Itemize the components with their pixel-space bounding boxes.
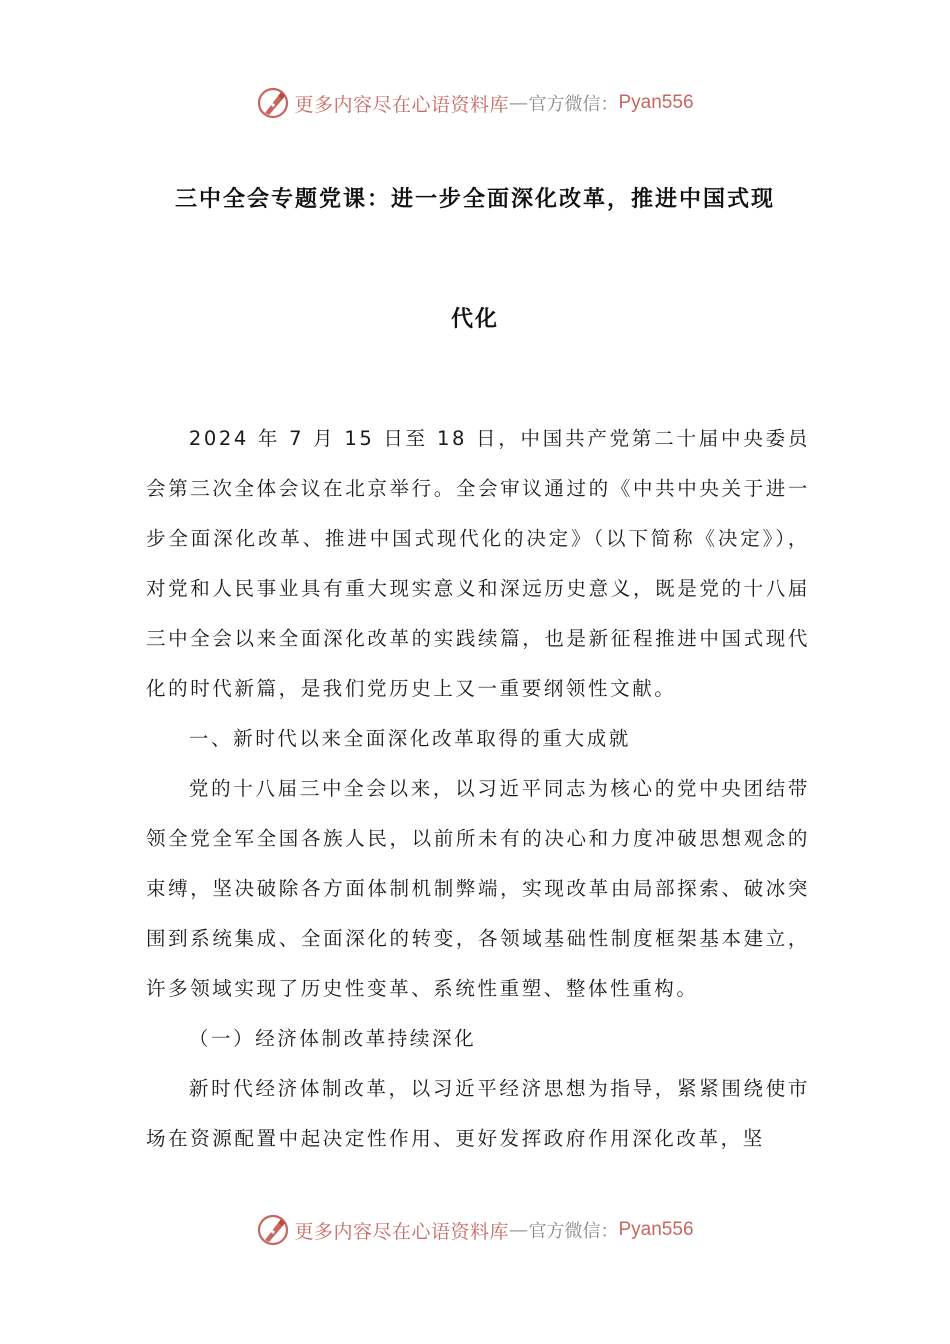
watermark-text: 更多内容尽在心语资料库 (294, 93, 509, 116)
watermark-footer (0, 1210, 950, 1250)
paragraph-achievements: 党的十八届三中全会以来，以习近平同志为核心的党中央团结带领全党全军全国各族人民，以前所未有的决心和力度冲破思想观念的束缚，坚决破除各方面体制机制弊端，实现改革由局部探索、破冰突围到系统集成、全面深化的转变，各领域基础性制度框架基本建立，许多领域实现了历史性变革、系统性重塑、整体性重构。 (146, 777, 810, 1000)
watermark-dash: — (509, 1219, 529, 1241)
paragraph-intro: 2024 年 7 月 15 日至 18 日，中国共产党第二十届中央委员会第三次全体会议在北京举行。全会审议通过的《中共中央关于进一步全面深化改革、推进中国式现代化的决定》（以下简称《决定》），对党和人民事业具有重大现实意义和深远历史意义，既是党的十八届三中全会以来全面深化改革的实践续篇，也是新征程推进中国式现代化的时代新篇，是我们党历史上又一重要纲领性文献。 (146, 427, 810, 700)
document-title-line-1: 三中全会专题党课：进一步全面深化改革，推进中国式现 (174, 187, 775, 212)
watermark-text: 更多内容尽在心语资料库 (294, 1220, 509, 1243)
watermark-header (0, 83, 950, 123)
paragraph-economic-reform: 新时代经济体制改革，以习近平经济思想为指导，紧紧围绕使市场在资源配置中起决定性作用、更好发挥政府作用深化改革，坚 (146, 1077, 810, 1150)
document-title-line-2: 代化 (450, 307, 499, 332)
pen-nib-logo-icon (256, 86, 290, 120)
watermark-wechat-id: Pyan556 (618, 1219, 694, 1240)
watermark-wechat-id: Pyan556 (618, 92, 694, 113)
watermark-label: 官方微信： (528, 1221, 619, 1242)
subsection-heading-1: （一）经济体制改革持续深化 (188, 1027, 477, 1050)
section-heading-1: 一、新时代以来全面深化改革取得的重大成就 (188, 727, 631, 750)
document-body (146, 414, 810, 1164)
pen-nib-logo-icon (256, 1213, 290, 1247)
watermark-label: 官方微信： (528, 94, 619, 115)
watermark-dash: — (509, 92, 529, 114)
